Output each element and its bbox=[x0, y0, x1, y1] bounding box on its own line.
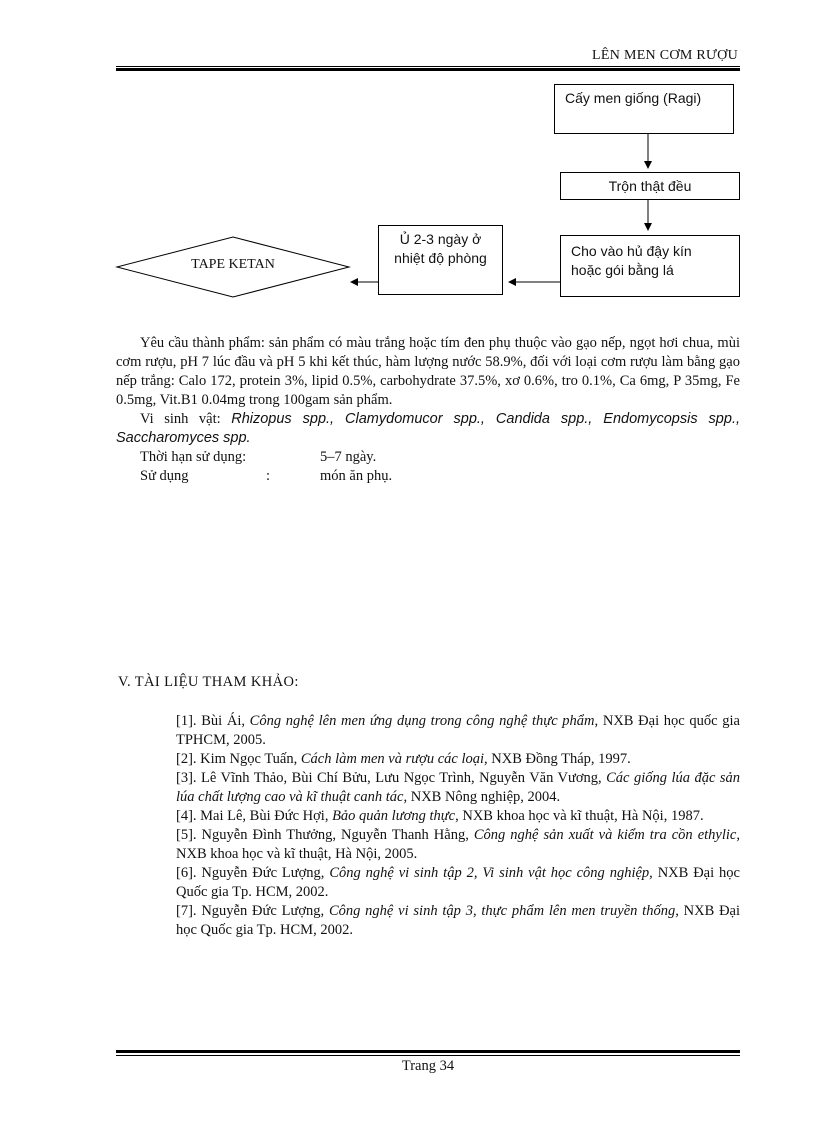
flow-box-incubate bbox=[378, 225, 503, 295]
flow-box-container-line1: Cho vào hủ đậy kín bbox=[571, 243, 692, 259]
microbes-paragraph bbox=[116, 410, 740, 448]
product-label: TAPE KETAN bbox=[191, 257, 275, 272]
flow-box-mix bbox=[560, 172, 740, 200]
reference-list bbox=[176, 712, 740, 940]
references-heading: V. TÀI LIỆU THAM KHẢO: bbox=[118, 674, 299, 690]
usage-value: món ăn phụ. bbox=[320, 468, 393, 484]
microbes-label: Vi sinh vật: bbox=[140, 411, 221, 427]
product-description bbox=[116, 334, 740, 486]
usage-label: Sử dụng bbox=[140, 468, 189, 484]
shelf-life-row bbox=[116, 448, 740, 467]
flow-box-inoculate bbox=[554, 84, 734, 134]
flow-box-mix-label: Trộn thật đều bbox=[608, 178, 692, 194]
footer-rule-thin bbox=[116, 1055, 740, 1056]
reference-item: [5]. Nguyễn Đình Thưởng, Nguyễn Thanh Hằng, Công nghệ sản xuất và kiểm tra cồn ethylic, NXB khoa học và kĩ thuật, Hà Nội, 2005. bbox=[176, 827, 740, 862]
reference-item: [1]. Bùi Ái, Công nghệ lên men ứng dụng trong công nghệ thực phẩm, NXB Đại học quốc gia TPHCM, 2005. bbox=[176, 713, 740, 748]
microbes-list: Rhizopus spp., Clamydomucor spp., Candida spp., Endomycopsis spp., Saccharomyces spp. bbox=[116, 411, 740, 446]
footer-rule-thick bbox=[116, 1050, 740, 1053]
flow-box-incubate-line2: nhiệt độ phòng bbox=[394, 250, 487, 266]
flow-box-incubate-line1: Ủ 2-3 ngày ở bbox=[399, 231, 482, 247]
usage-row bbox=[116, 467, 740, 486]
reference-item: [7]. Nguyễn Đức Lượng, Công nghệ vi sinh tập 3, thực phẩm lên men truyền thống, NXB Đại học Quốc gia Tp. HCM, 2002. bbox=[176, 903, 741, 938]
shelf-life-value: 5–7 ngày. bbox=[320, 449, 377, 465]
requirement-paragraph: Yêu cầu thành phẩm: sản phẩm có màu trắng hoặc tím đen phụ thuộc vào gạo nếp, ngọt hơi chua, mùi cơm rượu, pH 7 lúc đầu và pH 5 khi kết thúc, hàm lượng nước 58.9%, đối với loại cơm rượu làm bằng gạo nếp trắng: Calo 172, protein 3%, lipid 0.5%, carbohydrate 37.5%, xơ 0.6%, tro 0.1%, Ca 6mg, P 35mg, Fe 0.5mg, Vit.B1 0.04mg trong 100gam sản phẩm. bbox=[116, 335, 740, 408]
page-number: Trang 34 bbox=[401, 1058, 455, 1074]
reference-item: [2]. Kim Ngọc Tuấn, Cách làm men và rượu các loại, NXB Đồng Tháp, 1997. bbox=[176, 751, 631, 767]
shelf-life-label: Thời hạn sử dụng: bbox=[140, 449, 247, 465]
usage-separator: : bbox=[266, 468, 271, 484]
running-header-title: LÊN MEN CƠM RƯỢU bbox=[592, 48, 738, 63]
reference-item: [3]. Lê Vĩnh Thảo, Bùi Chí Bửu, Lưu Ngọc Trình, Nguyễn Văn Vương, Các giống lúa đặc sản lúa chất lượng cao và kĩ thuật canh tác, NXB Nông nghiệp, 2004. bbox=[176, 770, 740, 805]
flow-box-container bbox=[560, 235, 740, 297]
reference-item: [6]. Nguyễn Đức Lượng, Công nghệ vi sinh tập 2, Vi sinh vật học công nghiệp, NXB Đại học Quốc gia Tp. HCM, 2002. bbox=[176, 865, 740, 900]
reference-item: [4]. Mai Lê, Bùi Đức Hợi, Bảo quản lương thực, NXB khoa học và kĩ thuật, Hà Nội, 1987. bbox=[176, 808, 704, 824]
flow-box-container-line2: hoặc gói bằng lá bbox=[571, 262, 674, 278]
flow-box-inoculate-label: Cấy men giống (Ragi) bbox=[565, 90, 702, 106]
